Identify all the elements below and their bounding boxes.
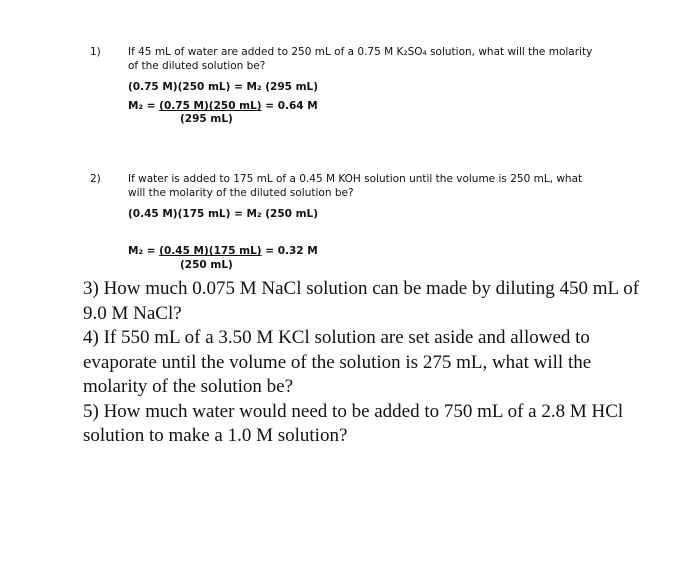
problem-1-solution-lhs: M₂ = — [128, 100, 160, 112]
problem-2-number: 2) — [90, 173, 101, 185]
problem-2-solution-lhs: M₂ = — [128, 245, 160, 257]
problem-1-solution-denominator: (295 mL) — [180, 113, 233, 125]
problem-4-text: 4) If 550 mL of a 3.50 M KCl solution are set aside and allowed to evaporate until the volume of the solution is 275 mL, what will the molarity of the solution be? — [83, 327, 592, 397]
problem-1-solution-numerator: (0.75 M)(250 mL) — [159, 100, 262, 112]
problem-2-solution-result: = 0.32 M — [261, 245, 318, 257]
problem-2-solution-numerator: (0.45 M)(175 mL) — [159, 245, 262, 257]
problem-2-solution-denominator: (250 mL) — [180, 259, 233, 271]
problem-1-solution — [128, 99, 318, 113]
problem-5-text: 5) How much water would need to be added to 750 mL of a 2.8 M HCl solution to make a 1.0 M solution? — [83, 400, 624, 446]
problem-1-equation: (0.75 M)(250 mL) = M₂ (295 mL) — [128, 81, 319, 93]
problem-1-question: If 45 mL of water are added to 250 mL of a 0.75 M K₂SO₄ solution, what will the molarity of the diluted solution be? — [128, 46, 593, 72]
problem-3-text: 3) How much 0.075 M NaCl solution can be made by diluting 450 mL of 9.0 M NaCl? — [83, 278, 640, 324]
problem-2-question: If water is added to 175 mL of a 0.45 M KOH solution until the volume is 250 mL, what will the molarity of the diluted solution be? — [128, 173, 583, 199]
problem-1-solution-result: = 0.64 M — [261, 100, 318, 112]
problem-1-number: 1) — [90, 46, 101, 58]
problem-2-solution — [128, 244, 318, 258]
problems-block — [83, 277, 643, 449]
problem-2-equation: (0.45 M)(175 mL) = M₂ (250 mL) — [128, 208, 319, 220]
